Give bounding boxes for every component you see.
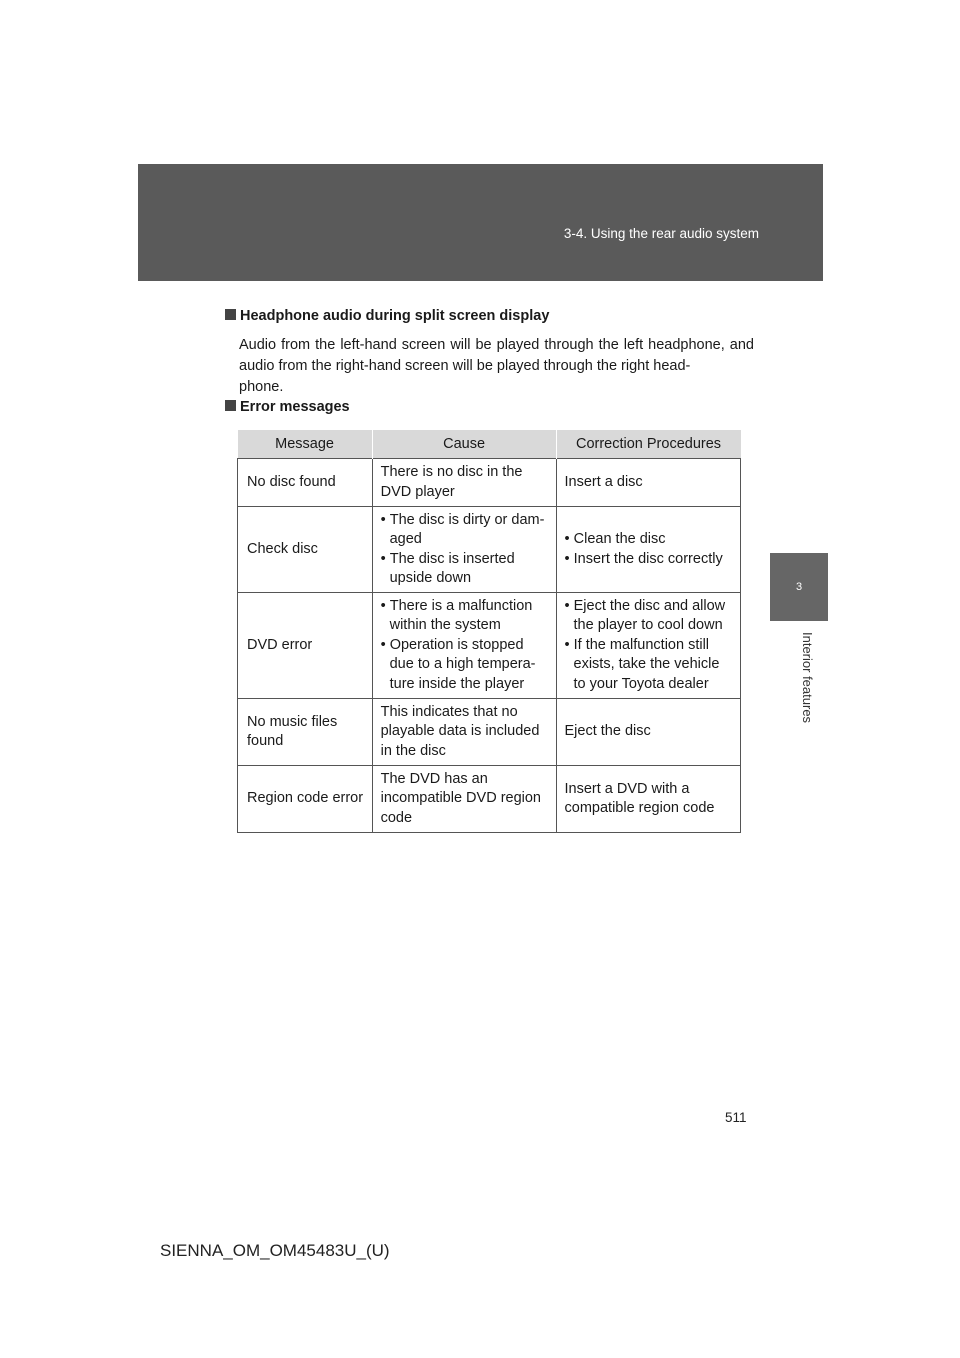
header-message: Message [238,430,373,459]
heading-error-messages [225,399,350,415]
cell-correction [556,507,740,593]
header-cause: Cause [372,430,556,459]
correction-list [565,530,732,569]
section-title: 3-4. Using the rear audio system [563,226,759,241]
table-header-row [238,430,741,459]
table-row [238,699,741,766]
list-item: • Clean the disc [565,530,732,550]
list-item: • Operation is stopped due to a high tempera-ture inside the player [381,636,548,695]
cell-cause [372,507,556,593]
page-number: 511 [725,1110,747,1125]
table-row [238,459,741,507]
cell-correction: Insert a disc [556,459,740,507]
cell-message: Check disc [238,507,373,593]
table-row [238,766,741,833]
cell-message: No music files found [238,699,373,766]
cell-correction [556,593,740,699]
chapter-tab: 3 [770,553,828,621]
cell-cause: The DVD has an incompatible DVD region code [372,766,556,833]
cell-correction: Insert a DVD with a compatible region code [556,766,740,833]
list-item: • Insert the disc correctly [565,550,732,570]
cause-list [381,511,548,589]
list-item: • Eject the disc and allow the player to cool down [565,597,732,636]
cell-correction: Eject the disc [556,699,740,766]
list-item: • There is a malfunction within the system [381,597,548,636]
cell-message: No disc found [238,459,373,507]
list-item: • The disc is inserted upside down [381,550,548,589]
header-band [138,164,823,281]
square-bullet-icon [225,309,236,320]
cell-cause [372,593,556,699]
heading-text: Error messages [240,399,350,415]
document-code: SIENNA_OM_OM45483U_(U) [160,1241,390,1260]
square-bullet-icon [225,400,236,411]
heading-headphone-audio [225,308,549,324]
list-item: • If the malfunction still exists, take the vehicle to your Toyota dealer [565,636,732,695]
cell-message: Region code error [238,766,373,833]
headphone-paragraph: Audio from the left-hand screen will be played through the left headphone, and audio from the right-hand screen will be played through the right head- phone. [239,337,754,395]
cell-message: DVD error [238,593,373,699]
chapter-label: Interior features [800,632,815,724]
cause-list [381,597,548,695]
cell-cause: This indicates that no playable data is included in the disc [372,699,556,766]
table-row [238,507,741,593]
heading-text: Headphone audio during split screen display [240,308,550,324]
list-item: • The disc is dirty or dam-aged [381,511,548,550]
correction-list [565,597,732,695]
table-row [238,593,741,699]
header-correction: Correction Procedures [556,430,740,459]
error-messages-table [237,430,741,833]
cell-cause: There is no disc in the DVD player [372,459,556,507]
